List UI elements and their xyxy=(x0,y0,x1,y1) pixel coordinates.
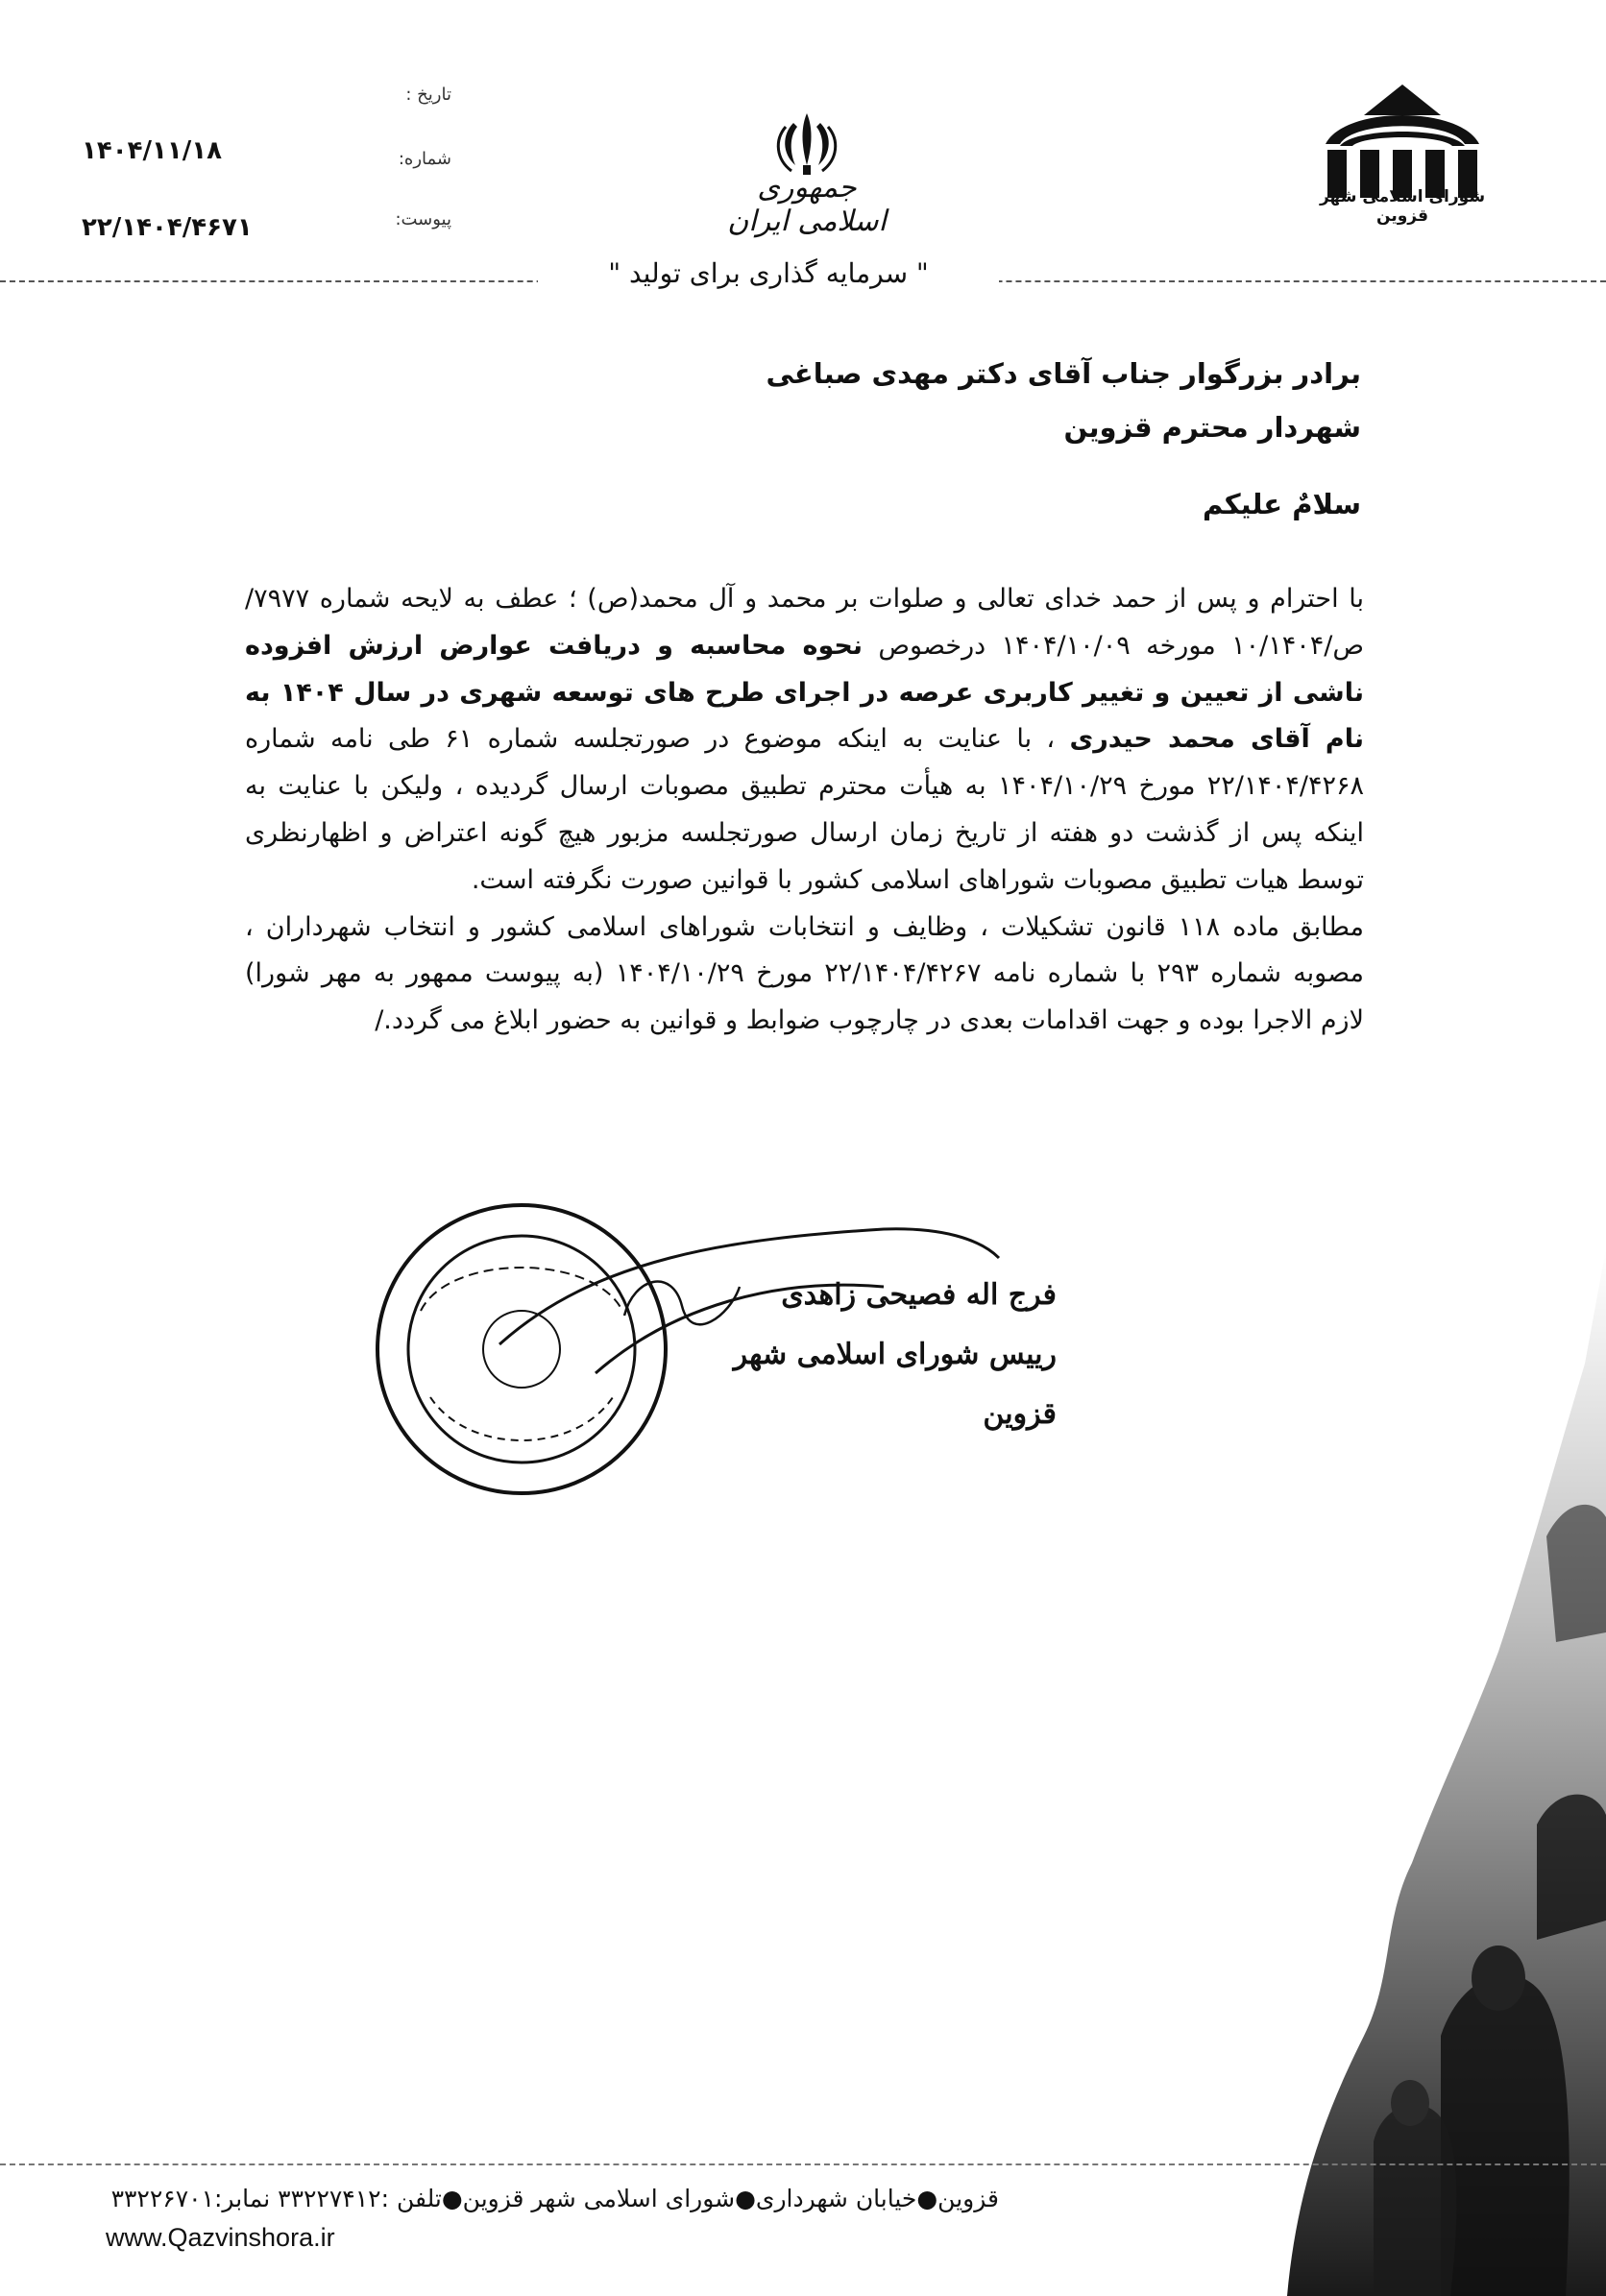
letter-body xyxy=(245,576,1364,1045)
footer-divider xyxy=(0,2163,1606,2165)
body-paragraph-2: مطابق ماده ۱۱۸ قانون تشکیلات ، وظایف و انتخابات شوراهای اسلامی کشور و انتخاب شهرداران ، مصوبه شماره ۲۹۳ با شماره نامه ۲۲/۱۴۰۴/۴۲۶۷ مورخ ۱۴۰۴/۱۰/۲۹ (به پیوست ممهور به مهر شورا) لازم الاجرا بوده و جهت اقدامات بعدی در چارچوب ضوابط و قوانین به حضور ابلاغ می گردد./ xyxy=(245,911,1365,1036)
body-text-part: ، با عنایت به اینکه موضوع در صورتجلسه شماره ۶۱ طی نامه شماره ۲۲/۱۴۰۴/۴۲۶۸ مورخ ۱۴۰۴/۱۰/۲۹ به هیأت محترم تطبیق مصوبات ارسال گردیده ، ولیکن با عنایت به اینکه پس از گذشت دو هفته از تاریخ زمان ارسال صورتجلسه مزبور هیچ گونه اعتراض و اظهارنظری توسط هیات تطبیق مصوبات شوراهای اسلامی کشور با قوانین صورت نگرفته است. xyxy=(245,724,1364,895)
date-value: ۱۴۰۴/۱۱/۱۸ xyxy=(82,136,222,165)
greeting: سلامٌ علیکم xyxy=(1203,488,1361,520)
date-label: تاریخ : xyxy=(405,85,451,105)
signatory xyxy=(701,1266,1057,1444)
slogan: " سرمایه گذاری برای تولید " xyxy=(538,257,999,289)
number-label: شماره: xyxy=(398,149,451,169)
attachment-label: پیوست: xyxy=(395,209,451,230)
background-photo xyxy=(1153,1248,1606,2296)
addressee-line1: برادر بزرگوار جناب آقای دکتر مهدی صباغی xyxy=(766,357,1361,390)
logo-caption: شورای اسلامی شهر قزوین xyxy=(1319,187,1486,226)
body-bold-subject: نحوه محاسبه و دریافت عوارض ارزش افزوده ناشی از تعیین و تغییر کاربری عرصه در اجرای طرح های توسعه شهری در سال ۱۴۰۴ به نام آقای محمد حیدری xyxy=(245,630,1364,755)
signatory-name: فرج اله فصیحی زاهدی xyxy=(781,1278,1057,1312)
footer-address: قزوین●خیابان شهرداری●شورای اسلامی شهر قزوین●تلفن :۳۳۲۲۷۴۱۲ نمابر:۳۳۲۲۶۷۰۱ xyxy=(110,2185,999,2212)
signatory-title: رییس شورای اسلامی شهر قزوین xyxy=(733,1338,1057,1431)
footer-website: www.Qazvinshora.ir xyxy=(106,2223,335,2252)
number-value: ۲۲/۱۴۰۴/۴۶۷۱ xyxy=(82,213,253,242)
body-paragraph-1 xyxy=(245,576,1364,905)
body-text-part: با احترام و پس از حمد خدای تعالی و صلوات بر محمد و آل محمد(ص) ؛ عطف به لایحه شماره ۷۹۷۷/ص/۱۰/۱۴۰۴ مورخه ۱۴۰۴/۱۰/۰۹ درخصوص xyxy=(245,584,1364,661)
emblem-caption: جمهوری اسلامی ایران xyxy=(727,171,887,238)
addressee-line2: شهردار محترم قزوین xyxy=(1063,411,1361,444)
